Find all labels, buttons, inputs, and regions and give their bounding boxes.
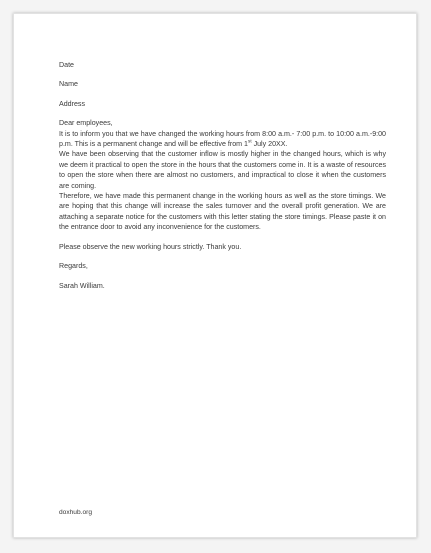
paragraph-request: Please observe the new working hours strictly. Thank you. — [59, 242, 242, 251]
paragraph-announcement — [59, 129, 386, 150]
document-page — [13, 13, 417, 538]
source-footer: doxhub.org — [59, 509, 92, 516]
signature: Sarah William. — [59, 281, 105, 290]
paragraph-details: Therefore, we have made this permanent change in the working hours as well as the store timings. We are hoping that this change will increase the sales turnover and the overall profit generation. We are attaching a separate notice for the customers with this letter stating the store timings. Please paste it on the entrance door to avoid any inconvenience for the customers. — [59, 192, 386, 232]
ordinal-suffix: st — [248, 138, 252, 144]
salutation: Dear employees, — [59, 119, 113, 128]
closing: Regards, — [59, 262, 88, 271]
paragraph-announcement-end: July 20XX. — [251, 140, 288, 149]
name-line: Name — [59, 80, 78, 89]
address-line: Address — [59, 99, 86, 108]
paragraph-announcement-text: It is to inform you that we have changed the working hours from 8:00 a.m.- 7:00 p.m. to 10:00 a.m.-9:00 p.m. This is a permanent change and will be effective from 1 — [59, 129, 386, 149]
date-line: Date — [59, 61, 74, 69]
letter-body — [59, 60, 386, 291]
paragraph-reason: We have been observing that the customer inflow is mostly higher in the changed hours, which is why we deem it practical to open the store in the hours that the customers come in. It is a waste of resources to open the store when there are almost no customers, and impractical to close it when the customers are coming. — [59, 150, 386, 190]
